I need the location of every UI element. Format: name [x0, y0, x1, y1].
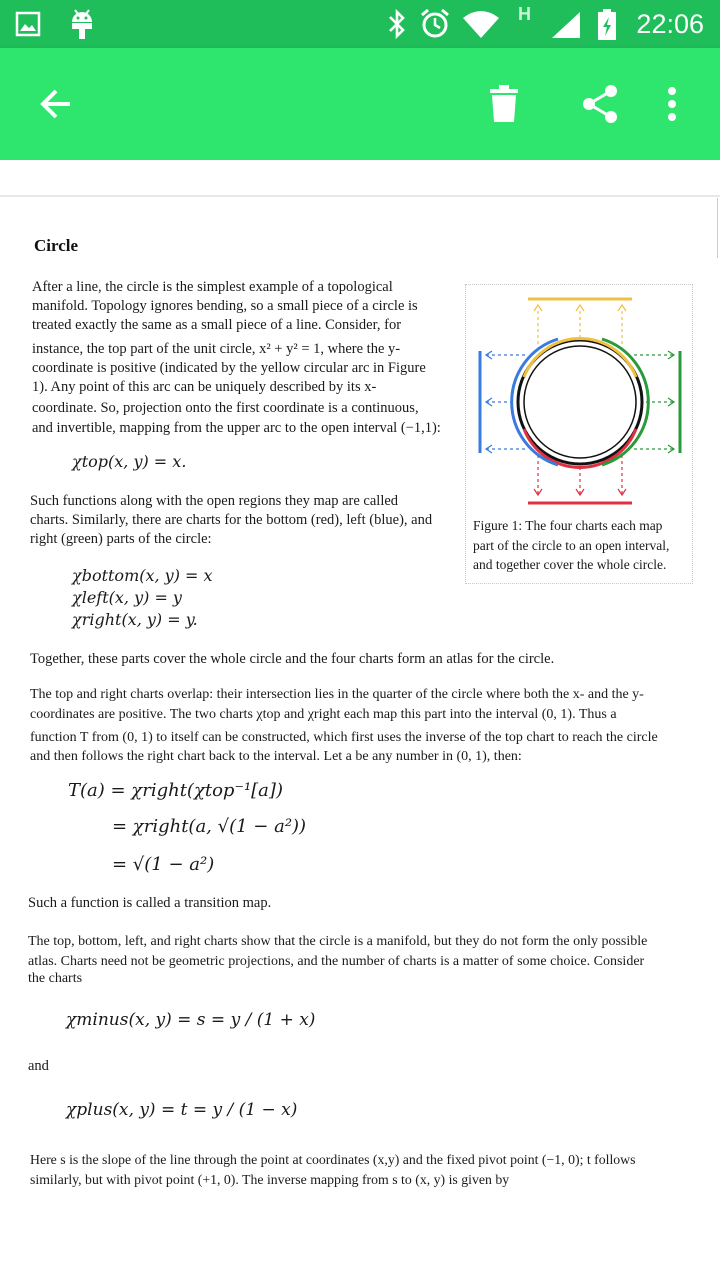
circle-charts-diagram: [466, 285, 692, 515]
paragraph-line: coordinate. So, projection onto the first coordinate is a continuous,: [32, 400, 419, 416]
equation-chi-plus: χplus(x, y) = t = y / (1 − x): [66, 1100, 298, 1120]
paragraph-line: instance, the top part of the unit circle, x² + y² = 1, where the y-: [32, 341, 401, 357]
battery-charging-icon: [596, 8, 618, 47]
figure-caption-line: and together cover the whole circle.: [473, 557, 667, 572]
section-heading: Circle: [34, 236, 79, 255]
paragraph-line: Such a function is called a transition map.: [28, 895, 272, 911]
app-bar: [0, 48, 720, 160]
paragraph-line: the charts: [28, 971, 83, 986]
back-arrow-icon: [36, 84, 76, 124]
paragraph-line: 1). Any point of this arc can be uniquely described by its x-: [32, 379, 377, 395]
delete-button[interactable]: [474, 74, 534, 134]
wifi-icon: [462, 8, 500, 45]
paragraph-line: and: [28, 1058, 49, 1074]
paragraph-line: and invertible, mapping from the upper arc to the open interval (−1,1):: [32, 420, 441, 436]
status-bar: [0, 0, 720, 48]
alarm-icon: [418, 6, 452, 45]
page-edge-right: [717, 198, 718, 258]
paragraph-line: atlas. Charts need not be geometric projections, and the number of charts is a matter of some choice. Consider: [28, 954, 645, 969]
paragraph-line: treated exactly the same as a small piece of a line. Consider, for: [32, 317, 402, 333]
equation-chi-left: χleft(x, y) = y: [72, 588, 182, 607]
paragraph-line: coordinate is positive (indicated by the yellow circular arc in Figure: [32, 360, 426, 376]
page-edge: [0, 195, 720, 197]
paragraph-line: function T from (0, 1) to itself can be constructed, which first uses the inverse of the top chart to reach the circle: [30, 730, 658, 745]
more-vert-icon: [667, 86, 677, 122]
equation-chi-top: χtop(x, y) = x.: [72, 452, 187, 471]
paragraph-line: and then follows the right chart back to the interval. Let a be any number in (0, 1), then:: [30, 749, 522, 764]
figure-caption-line: Figure 1: The four charts each map: [473, 518, 663, 533]
paragraph-line: Such functions along with the open regions they map are called: [30, 493, 399, 509]
figure-caption: [473, 516, 669, 575]
status-time: 22:06: [636, 9, 704, 39]
paragraph-line: right (green) parts of the circle:: [30, 531, 212, 547]
paragraph-line: manifold. Topology ignores bending, so a small piece of a circle is: [32, 298, 418, 314]
paragraph-line: Here s is the slope of the line through the point at coordinates (x,y) and the fixed pivot point (−1, 0); t follows: [30, 1152, 636, 1167]
equation-transition-2: = χright(a, √(1 − a²)): [112, 816, 307, 837]
paragraph-line: The top, bottom, left, and right charts show that the circle is a manifold, but they do not form the only possible: [28, 934, 648, 949]
paragraph-line: Together, these parts cover the whole circle and the four charts form an atlas for the circle.: [30, 651, 555, 667]
paragraph-line: The top and right charts overlap: their intersection lies in the quarter of the circle where both the x- and the y-: [30, 687, 644, 702]
share-icon: [580, 83, 620, 125]
paragraph-line: After a line, the circle is the simplest example of a topological: [32, 279, 393, 295]
equation-transition-3: = √(1 − a²): [112, 854, 215, 875]
equation-transition-1: T(a) = χright(χtop⁻¹[a]): [68, 780, 283, 801]
equation-chi-bottom: χbottom(x, y) = x: [72, 566, 213, 585]
delete-icon: [486, 84, 522, 124]
android-icon: [66, 6, 98, 47]
bluetooth-icon: [386, 8, 408, 45]
signal-icon: [550, 10, 582, 45]
more-options-button[interactable]: [642, 74, 702, 134]
network-type-label: H: [518, 4, 531, 24]
paragraph-line: charts. Similarly, there are charts for the bottom (red), left (blue), and: [30, 512, 433, 528]
back-button[interactable]: [26, 74, 86, 134]
equation-chi-minus: χminus(x, y) = s = y / (1 + x): [66, 1010, 316, 1030]
equation-chi-right: χright(x, y) = y.: [72, 610, 198, 629]
image-icon: [14, 10, 42, 43]
figure-caption-line: part of the circle to an open interval,: [473, 537, 670, 553]
paragraph-line: coordinates are positive. The two charts χtop and χright each map this part into the interval (0, 1). Thus a: [30, 707, 617, 722]
paragraph-line: similarly, but with pivot point (+1, 0). The inverse mapping from s to (x, y) is given by: [30, 1172, 510, 1187]
share-button[interactable]: [570, 74, 630, 134]
